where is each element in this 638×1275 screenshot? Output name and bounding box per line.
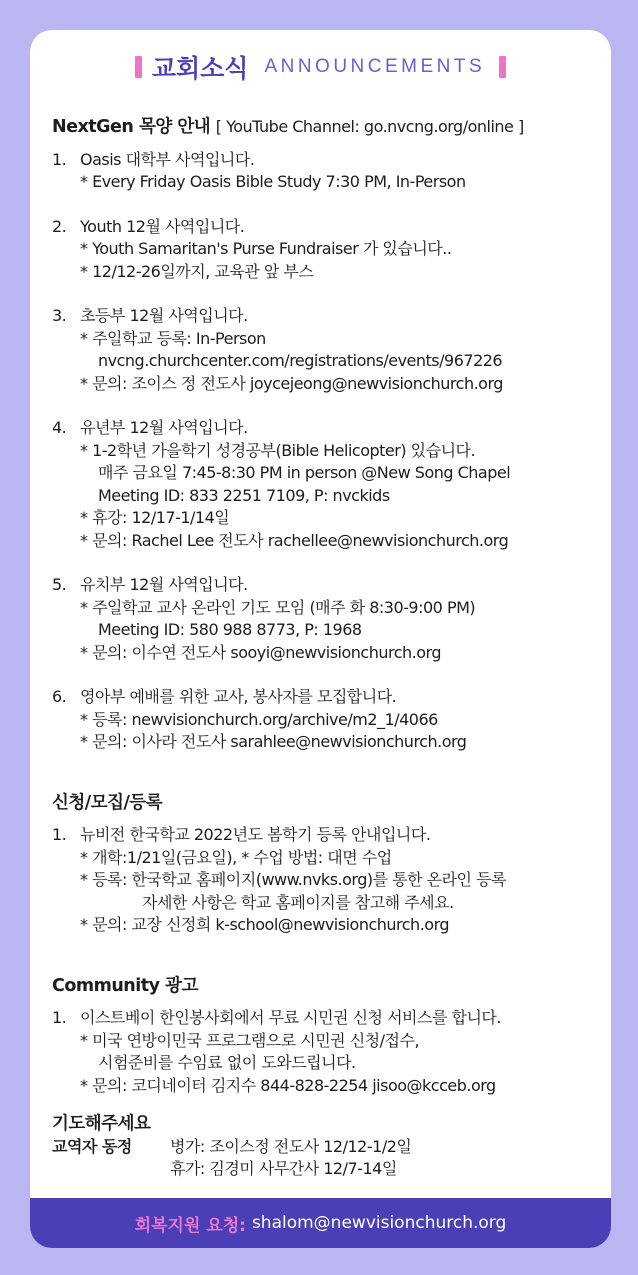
item-line: * 등록: newvisionchurch.org/archive/m2_1/4066 bbox=[80, 709, 438, 729]
title-english: ANNOUNCEMENTS bbox=[264, 56, 486, 77]
item-line: 매주 금요일 7:45-8:30 PM in person @New Song Chapel bbox=[98, 463, 511, 482]
item-line: * 문의: 조이스 정 전도사 joycejeong@newvisionchurch.org bbox=[80, 373, 503, 393]
item-head: 영아부 예배를 위한 교사, 봉사자를 모집합니다. bbox=[80, 687, 397, 706]
item-line: * 12/12-26일까지, 교육관 앞 부스 bbox=[80, 261, 314, 281]
item-head: Oasis 대학부 사역입니다. bbox=[80, 149, 255, 169]
item-line: * 문의: 교장 신정희 k-school@newvisionchurch.org bbox=[80, 915, 450, 934]
item-head: 뉴비전 한국학교 2022년도 봄학기 등록 안내입니다. bbox=[80, 825, 431, 844]
header bbox=[30, 42, 611, 92]
footer-label: 회복지원 요청: bbox=[134, 1215, 246, 1236]
nextgen-title: NextGen 목양 안내 bbox=[52, 117, 211, 137]
item-number: 6. bbox=[52, 687, 67, 706]
nextgen-item-5 bbox=[52, 574, 611, 664]
nextgen-item-1 bbox=[52, 149, 611, 194]
item-line: * 등록: 한국학교 홈페이지(www.nvks.org)를 통한 온라인 등록 bbox=[80, 870, 507, 889]
footer-email-link[interactable]: shalom@newvisionchurch.org bbox=[251, 1213, 507, 1233]
item-line: * 문의: Rachel Lee 전도사 rachellee@newvisionchurch.org bbox=[80, 530, 509, 550]
registration-item-1 bbox=[52, 824, 611, 937]
item-number: 1. bbox=[52, 149, 67, 169]
item-line: * 휴강: 12/17-1/14일 bbox=[80, 508, 230, 527]
registration-section-title: 신청/모집/등록 bbox=[52, 792, 163, 813]
title-korean: 교회소식 bbox=[151, 54, 249, 83]
item-head: 유치부 12월 사역입니다. bbox=[80, 575, 248, 594]
item-number: 1. bbox=[52, 1008, 67, 1027]
prayer-line-2: 휴가: 김경미 사무간사 12/7-14일 bbox=[170, 1159, 397, 1178]
nextgen-item-4 bbox=[52, 417, 611, 552]
item-line: 자세한 사항은 학교 홈페이지를 참고해 주세요. bbox=[142, 892, 454, 912]
item-line: * Youth Samaritan's Purse Fundraiser 가 있습니다.. bbox=[80, 239, 452, 258]
prayer-line-1: 병가: 조이스정 전도사 12/12-1/2일 bbox=[170, 1136, 412, 1156]
item-line: * 문의: 이사라 전도사 sarahlee@newvisionchurch.org bbox=[80, 732, 467, 751]
item-number: 3. bbox=[52, 306, 67, 325]
item-line: Meeting ID: 580 988 8773, P: 1968 bbox=[98, 620, 362, 639]
item-line: * 주일학교 교사 온라인 기도 모임 (매주 화 8:30-9:00 PM) bbox=[80, 597, 476, 617]
item-head: 이스트베이 한인봉사회에서 무료 시민권 신청 서비스를 합니다. bbox=[80, 1008, 501, 1027]
prayer-section-title: 기도해주세요 bbox=[52, 1114, 151, 1134]
item-number: 2. bbox=[52, 216, 67, 236]
item-head: 유년부 12월 사역입니다. bbox=[80, 418, 248, 437]
item-head: Youth 12월 사역입니다. bbox=[80, 216, 245, 236]
nextgen-item-6 bbox=[52, 686, 611, 754]
content bbox=[52, 116, 611, 1181]
youtube-channel-link[interactable]: [ YouTube Channel: go.nvcng.org/online ] bbox=[215, 117, 524, 136]
staff-news-label: 교역자 동정 bbox=[52, 1136, 132, 1156]
item-number: 1. bbox=[52, 825, 67, 844]
announcements-card bbox=[30, 30, 611, 1248]
item-line: * 주일학교 등록: In-Person bbox=[80, 328, 266, 348]
pink-bar-right bbox=[499, 56, 506, 78]
nextgen-section-title bbox=[52, 116, 611, 139]
item-line: * 문의: 코디네이터 김지수 844-828-2254 jisoo@kcceb.org bbox=[80, 1075, 496, 1095]
item-line: * 문의: 이수연 전도사 sooyi@newvisionchurch.org bbox=[80, 642, 441, 662]
item-line: * 개학:1/21일(금요일), * 수업 방법: 대면 수업 bbox=[80, 847, 392, 867]
nextgen-item-3 bbox=[52, 305, 611, 395]
item-head: 초등부 12월 사역입니다. bbox=[80, 306, 248, 325]
community-item-1 bbox=[52, 1007, 611, 1097]
item-number: 4. bbox=[52, 418, 67, 437]
item-number: 5. bbox=[52, 575, 67, 594]
item-line: * Every Friday Oasis Bible Study 7:30 PM, In-Person bbox=[80, 172, 466, 191]
nextgen-item-2 bbox=[52, 216, 611, 284]
item-line: Meeting ID: 833 2251 7109, P: nvckids bbox=[98, 485, 390, 505]
prayer-row-1 bbox=[52, 1136, 611, 1159]
pink-bar-left bbox=[135, 56, 142, 78]
item-line: * 미국 연방이민국 프로그램으로 시민권 신청/접수, bbox=[80, 1030, 420, 1050]
footer-bar bbox=[30, 1198, 611, 1248]
registration-link[interactable]: nvcng.churchcenter.com/registrations/events/967226 bbox=[98, 351, 503, 370]
item-line: * 1-2학년 가을학기 성경공부(Bible Helicopter) 있습니다. bbox=[80, 440, 476, 460]
community-section-title: Community 광고 bbox=[52, 975, 198, 996]
item-line: 시험준비를 수임료 없이 도와드립니다. bbox=[98, 1053, 356, 1072]
